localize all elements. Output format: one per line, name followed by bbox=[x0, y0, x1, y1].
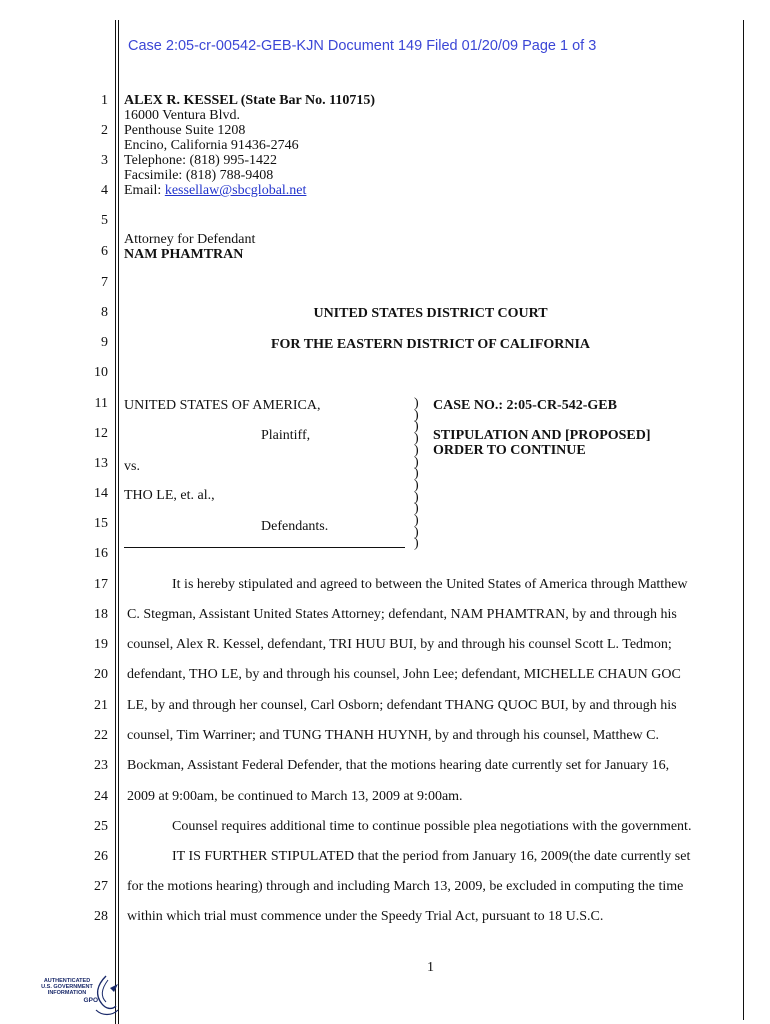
caption-parentheses: ) ) ) ) ) ) ) ) ) ) ) ) ) bbox=[414, 396, 419, 552]
defendant-role: Defendants. bbox=[261, 519, 329, 534]
line-number: 7 bbox=[101, 275, 108, 290]
case-header: Case 2:05-cr-00542-GEB-KJN Document 149 Filed 01/20/09 Page 1 of 3 bbox=[128, 38, 597, 54]
attorney-address-line: Encino, California 91436-2746 bbox=[124, 138, 299, 153]
body-line: Bockman, Assistant Federal Defender, that the motions hearing date currently set for January 16, bbox=[127, 758, 670, 773]
body-line: LE, by and through her counsel, Carl Osborn; defendant THANG QUOC BUI, by and through his bbox=[127, 698, 677, 713]
body-line: counsel, Tim Warriner; and TUNG THANH HUYNH, by and through his counsel, Matthew C. bbox=[127, 728, 659, 743]
line-number: 17 bbox=[94, 577, 108, 592]
gpo-authentication-seal bbox=[36, 974, 120, 1018]
attorney-telephone: Telephone: (818) 995-1422 bbox=[124, 153, 277, 168]
seal-line: U.S. GOVERNMENT bbox=[41, 984, 93, 990]
line-number: 23 bbox=[94, 758, 108, 773]
body-line: 2009 at 9:00am, be continued to March 13, 2009 at 9:00am. bbox=[127, 789, 463, 804]
left-margin-line-outer bbox=[115, 20, 116, 1024]
email-label: Email: bbox=[124, 183, 165, 198]
attorney-facsimile: Facsimile: (818) 788-9408 bbox=[124, 168, 274, 183]
client-name: NAM PHAMTRAN bbox=[124, 247, 244, 262]
line-number: 16 bbox=[94, 546, 108, 561]
body-line: counsel, Alex R. Kessel, defendant, TRI HUU BUI, by and through his counsel Scott L. Tedmon; bbox=[127, 637, 672, 652]
line-number: 21 bbox=[94, 698, 108, 713]
line-number: 4 bbox=[101, 183, 108, 198]
line-number: 14 bbox=[94, 486, 108, 501]
line-number: 28 bbox=[94, 909, 108, 924]
right-margin-line bbox=[743, 20, 744, 1020]
versus: vs. bbox=[124, 459, 140, 474]
line-number: 27 bbox=[94, 879, 108, 894]
seal-line: AUTHENTICATED bbox=[43, 978, 91, 984]
line-number: 6 bbox=[101, 244, 108, 259]
eagle-emblem-icon bbox=[36, 974, 120, 1018]
line-number: 11 bbox=[94, 396, 108, 411]
body-line: C. Stegman, Assistant United States Attorney; defendant, NAM PHAMTRAN, by and through his bbox=[127, 607, 677, 622]
line-number: 22 bbox=[94, 728, 108, 743]
seal-line: INFORMATION bbox=[47, 990, 87, 996]
line-number: 19 bbox=[94, 637, 108, 652]
line-number: 8 bbox=[101, 305, 108, 320]
attorney-address-line: 16000 Ventura Blvd. bbox=[124, 108, 241, 123]
left-margin-line-inner bbox=[118, 20, 119, 1024]
attorney-role: Attorney for Defendant bbox=[124, 232, 256, 247]
caption-rule bbox=[124, 547, 405, 548]
document-title-line2: ORDER TO CONTINUE bbox=[433, 443, 586, 458]
attorney-address-line: Penthouse Suite 1208 bbox=[124, 123, 246, 138]
body-line: for the motions hearing) through and including March 13, 2009, be excluded in computing the time bbox=[127, 879, 684, 894]
line-number: 15 bbox=[94, 516, 108, 531]
attorney-name: ALEX R. KESSEL (State Bar No. 110715) bbox=[124, 93, 375, 108]
line-number: 5 bbox=[101, 213, 108, 228]
line-number: 9 bbox=[101, 335, 108, 350]
case-number: CASE NO.: 2:05-CR-542-GEB bbox=[433, 398, 617, 413]
document-title-line1: STIPULATION AND [PROPOSED] bbox=[433, 428, 651, 443]
defendant-name: THO LE, et. al., bbox=[124, 488, 215, 503]
court-title: UNITED STATES DISTRICT COURT bbox=[313, 306, 548, 321]
line-number: 10 bbox=[94, 365, 108, 380]
line-number: 25 bbox=[94, 819, 108, 834]
line-number: 26 bbox=[94, 849, 108, 864]
email-link[interactable]: kessellaw@sbcglobal.net bbox=[164, 183, 307, 198]
page-number: 1 bbox=[427, 960, 434, 975]
body-line: within which trial must commence under the Speedy Trial Act, pursuant to 18 U.S.C. bbox=[127, 909, 604, 924]
line-number: 3 bbox=[101, 153, 108, 168]
plaintiff-role: Plaintiff, bbox=[261, 428, 311, 443]
court-district: FOR THE EASTERN DISTRICT OF CALIFORNIA bbox=[270, 337, 591, 352]
body-line: Counsel requires additional time to continue possible plea negotiations with the government. bbox=[172, 819, 692, 834]
line-number: 12 bbox=[94, 426, 108, 441]
line-number: 24 bbox=[94, 789, 108, 804]
body-line: It is hereby stipulated and agreed to between the United States of America through Matthew bbox=[172, 577, 688, 592]
line-number: 20 bbox=[94, 667, 108, 682]
attorney-email-row bbox=[124, 183, 306, 198]
plaintiff-name: UNITED STATES OF AMERICA, bbox=[124, 398, 321, 413]
seal-line: GPO bbox=[83, 997, 98, 1004]
body-line: defendant, THO LE, by and through his counsel, John Lee; defendant, MICHELLE CHAUN GOC bbox=[127, 667, 681, 682]
line-number: 13 bbox=[94, 456, 108, 471]
body-line: IT IS FURTHER STIPULATED that the period from January 16, 2009(the date currently set bbox=[172, 849, 691, 864]
line-number: 1 bbox=[101, 93, 108, 108]
line-number: 2 bbox=[101, 123, 108, 138]
line-number: 18 bbox=[94, 607, 108, 622]
